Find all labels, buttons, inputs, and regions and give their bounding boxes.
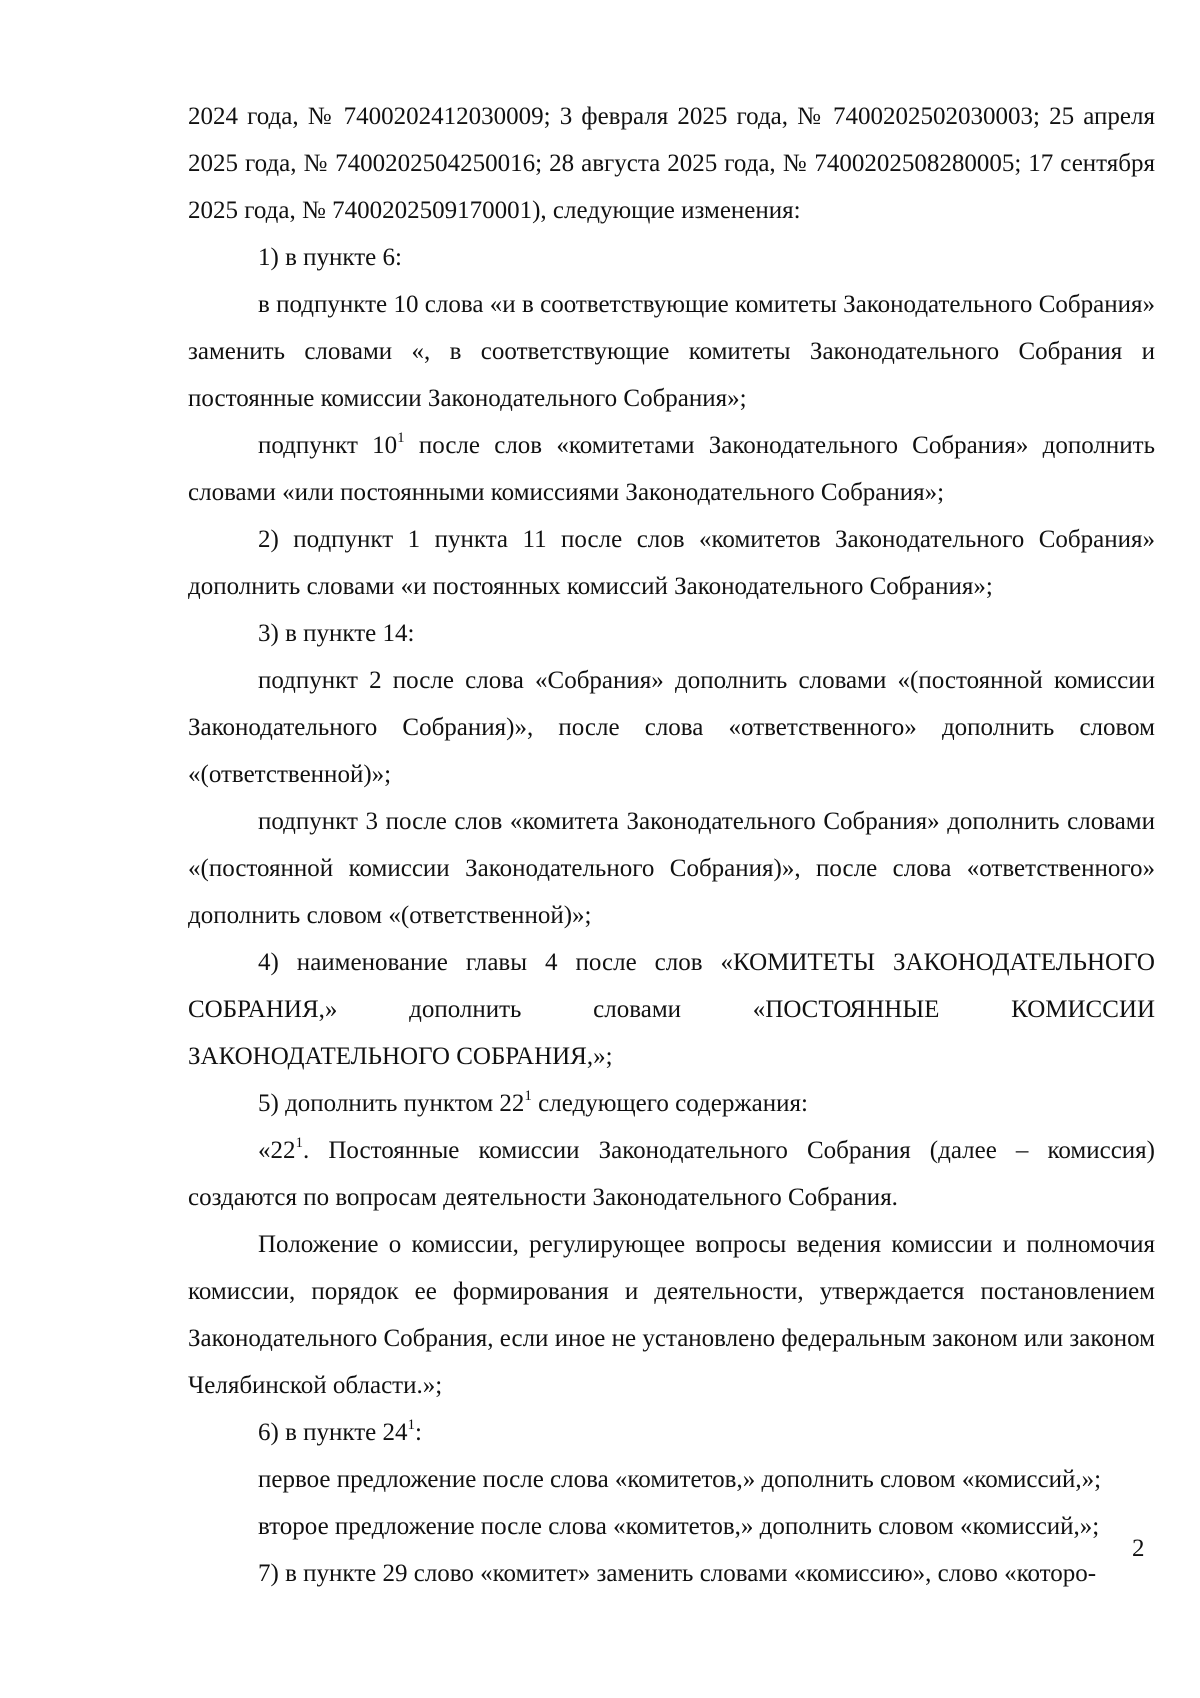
paragraph-text: первое предложение после слова «комитетов,» дополнить словом «комиссий,»; xyxy=(258,1466,1102,1493)
paragraph-text: следующего содержания: xyxy=(531,1090,808,1117)
superscript: 1 xyxy=(295,1134,303,1151)
paragraph xyxy=(188,1127,1155,1221)
paragraph xyxy=(188,657,1155,798)
paragraph-text: . Постоянные комиссии Законодательного Собрания (далее – комиссия) создаются по вопросам деятельности Законодательного Собрания. xyxy=(188,1137,1155,1211)
paragraph xyxy=(188,93,1155,234)
paragraph xyxy=(188,516,1155,610)
document-body xyxy=(188,93,1155,1597)
paragraph-text: 3) в пункте 14: xyxy=(258,620,415,647)
superscript: 1 xyxy=(407,1416,415,1433)
paragraph xyxy=(188,422,1155,516)
paragraph-text: подпункт 3 после слов «комитета Законодательного Собрания» дополнить словами «(постоянной комиссии Законодательного Собрания)», после слова «ответственного» дополнить словом «(ответственной)»; xyxy=(188,808,1155,929)
paragraph xyxy=(188,1409,1155,1456)
paragraph-text: : xyxy=(414,1419,422,1446)
paragraph-text: подпункт 10 xyxy=(258,432,398,459)
paragraph-text: «22 xyxy=(258,1137,296,1164)
paragraph xyxy=(188,939,1155,1080)
paragraph-text: 5) дополнить пунктом 22 xyxy=(258,1090,525,1117)
paragraph-text: 7) в пункте 29 слово «комитет» заменить словами «комиссию», слово «которо- xyxy=(258,1560,1097,1587)
superscript: 1 xyxy=(397,429,405,446)
paragraph xyxy=(188,798,1155,939)
paragraph-text: в подпункте 10 слова «и в соответствующие комитеты Законодательного Собрания» заменить словами «, в соответствующие комитеты Законодательного Собрания и постоянные комиссии Законодательного Собрания»; xyxy=(188,291,1155,412)
page-number: 2 xyxy=(1132,1535,1145,1562)
superscript: 1 xyxy=(524,1087,532,1104)
paragraph-text: второе предложение после слова «комитетов,» дополнить словом «комиссий,»; xyxy=(258,1513,1100,1540)
paragraph xyxy=(188,1456,1155,1503)
paragraph-text: после слов «комитетами Законодательного Собрания» дополнить словами «или постоянными комиссиями Законодательного Собрания»; xyxy=(188,432,1155,506)
paragraph xyxy=(188,1550,1155,1597)
paragraph xyxy=(188,234,1155,281)
paragraph xyxy=(188,1080,1155,1127)
paragraph-text: 2024 года, № 7400202412030009; 3 февраля 2025 года, № 7400202502030003; 25 апреля 2025 года, № 7400202504250016; 28 августа 2025 года, № 7400202508280005; 17 сентября 2025 года, № 7400202509170001), следующие изменения: xyxy=(188,103,1155,224)
paragraph-text: 6) в пункте 24 xyxy=(258,1419,408,1446)
paragraph xyxy=(188,1221,1155,1409)
paragraph-text: 4) наименование главы 4 после слов «КОМИТЕТЫ ЗАКОНОДАТЕЛЬНОГО СОБРАНИЯ,» дополнить словами «ПОСТОЯННЫЕ КОМИССИИ ЗАКОНОДАТЕЛЬНОГО СОБРАНИЯ,»; xyxy=(188,949,1155,1070)
paragraph xyxy=(188,1503,1155,1550)
paragraph xyxy=(188,610,1155,657)
paragraph-text: Положение о комиссии, регулирующее вопросы ведения комиссии и полномочия комиссии, порядок ее формирования и деятельности, утверждается постановлением Законодательного Собрания, если иное не установлено федеральным законом или законом Челябинской области.»; xyxy=(188,1231,1155,1399)
paragraph-text: 2) подпункт 1 пункта 11 после слов «комитетов Законодательного Собрания» дополнить словами «и постоянных комиссий Законодательного Собрания»; xyxy=(188,526,1155,600)
paragraph-text: 1) в пункте 6: xyxy=(258,244,402,271)
paragraph-text: подпункт 2 после слова «Собрания» дополнить словами «(постоянной комиссии Законодательного Собрания)», после слова «ответственного» дополнить словом «(ответственной)»; xyxy=(188,667,1155,788)
paragraph xyxy=(188,281,1155,422)
